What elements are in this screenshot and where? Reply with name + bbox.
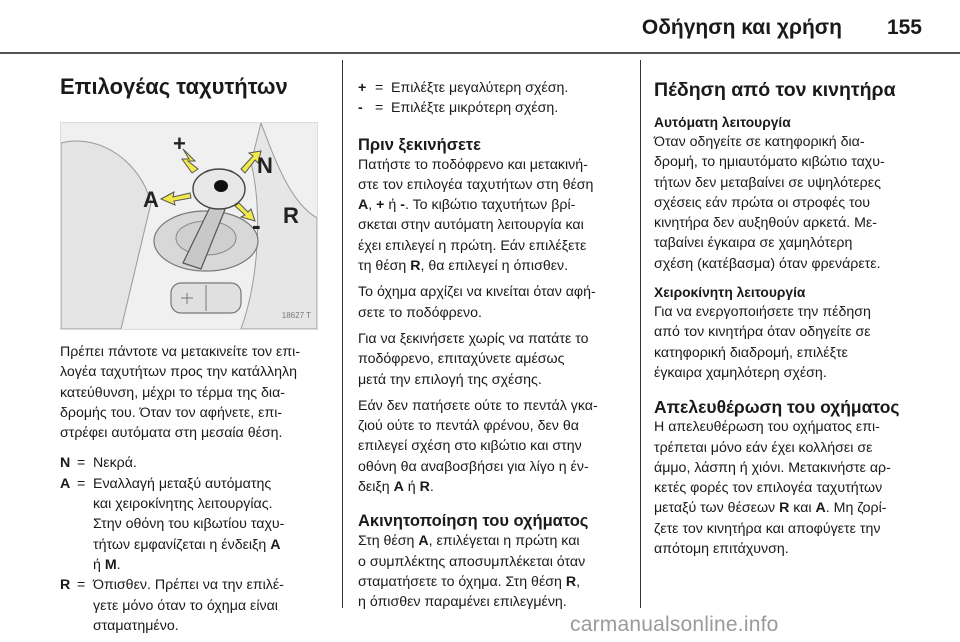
text-line: Για να ξεκινήσετε χωρίς να πατάτε το: [358, 330, 589, 347]
column-3: [654, 78, 922, 559]
label-r: R: [283, 203, 299, 228]
text-line: τήτων εμφανίζεται η ένδειξη A: [93, 536, 281, 553]
definition-r: [60, 575, 326, 636]
text-line: μεταξύ των θέσεων R και A. Μη ζορί-: [654, 500, 887, 517]
definition-equals: =: [375, 100, 384, 117]
text-line: ή M.: [93, 556, 121, 573]
header-rule: [0, 52, 960, 54]
column-divider: [640, 60, 641, 608]
position-definitions: [60, 453, 326, 636]
text-line: τρέπεται μόνο εάν έχει κολλήσει σε: [654, 439, 873, 456]
text-line: Στην οθόνη του κιβωτίου ταχυ-: [93, 516, 285, 533]
definition-key: +: [358, 80, 367, 96]
definition-text: Επιλέξτε μικρότερη σχέση.: [391, 100, 559, 117]
text-line: δρομής του. Όταν τον αφήνετε, επι-: [60, 404, 283, 421]
definition-key: -: [358, 100, 363, 117]
text-line: Εάν δεν πατήσετε ούτε το πεντάλ γκα-: [358, 397, 598, 414]
subheading-stopping: Ακινητοποίηση του οχήματος: [358, 512, 589, 531]
text-line: τη θέση R, θα επιλεγεί η όπισθεν.: [358, 258, 569, 275]
text-line: από τον κινητήρα όταν οδηγείτε σε: [654, 324, 871, 341]
text-line: σχέση (κατέβασμα) όταν φρενάρετε.: [654, 255, 881, 272]
definition-plus: [358, 78, 626, 98]
text-line: Πρέπει πάντοτε να μετακινείτε τον επι-: [60, 344, 301, 360]
text-line: ο συμπλέκτης αποσυμπλέκεται όταν: [358, 553, 586, 570]
text-line: δρομή, το ημιαυτόματο κιβώτιο ταχυ-: [654, 154, 885, 171]
manual-paragraph: [654, 302, 922, 383]
definition-key: N: [60, 455, 71, 472]
before-start-paragraph-1: [358, 155, 626, 277]
definition-key: A: [60, 475, 71, 492]
text-line: A, + ή -. Το κιβώτιο ταχυτήτων βρί-: [358, 197, 576, 214]
automatic-paragraph: [654, 132, 922, 274]
label-a: A: [143, 187, 159, 212]
section-heading-engine-braking: Πέδηση από τον κινητήρα: [654, 79, 896, 101]
subheading-rocking: Απελευθέρωση του οχήματος: [654, 397, 900, 418]
section-heading: Επιλογέας ταχυτήτων: [60, 74, 288, 99]
text-line: Στη θέση A, επιλέγεται η πρώτη και: [358, 533, 580, 550]
text-line: στρέφει αυτόματα στη μεσαία θέση.: [60, 425, 283, 442]
definition-minus: [358, 98, 626, 118]
text-line: η όπισθεν παραμένει επιλεγμένη.: [358, 594, 567, 611]
definition-equals: =: [77, 577, 86, 594]
column-divider: [342, 60, 343, 608]
definition-equals: =: [375, 80, 384, 96]
text-line: έχει επιλεγεί η πρώτη. Εάν επιλέξετε: [358, 237, 587, 254]
text-line: Η απελευθέρωση του οχήματος επι-: [654, 419, 880, 436]
text-line: Πατήστε το ποδόφρενο και μετακινή-: [358, 156, 588, 173]
column-1: [60, 60, 326, 636]
rocking-paragraph: [654, 417, 922, 559]
text-line: στε τον επιλογέα ταχυτήτων στη θέση: [358, 176, 594, 193]
text-line: σκεται στην αυτόματη λειτουργία και: [358, 217, 584, 234]
text-line: Όπισθεν. Πρέπει να την επιλέ-: [93, 577, 284, 594]
text-line: σταματήσετε το όχημα. Στη θέση R,: [358, 573, 581, 590]
text-line: σχέσεις εάν πρώτα οι στροφές του: [654, 194, 871, 211]
before-start-paragraph-2: [358, 282, 626, 323]
page-number: 155: [886, 16, 922, 39]
label-minus: -: [252, 210, 261, 240]
section-title: Οδήγηση και χρήση: [641, 16, 842, 39]
definition-text: Επιλέξτε μεγαλύτερη σχέση.: [391, 80, 569, 96]
text-line: απότομη επιτάχυνση.: [654, 541, 789, 558]
label-n: N: [257, 153, 273, 178]
intro-paragraph: [60, 342, 326, 443]
figure-code: 18627 T: [281, 310, 311, 320]
text-line: Νεκρά.: [93, 455, 137, 472]
before-start-paragraph-3: [358, 329, 626, 390]
stopping-paragraph: [358, 531, 626, 612]
text-line: κατηφορική διαδρομή, επιλέξτε: [654, 344, 848, 361]
text-line: κινητήρα δεν αυξηθούν αρκετά. Με-: [654, 215, 878, 232]
text-line: Το όχημα αρχίζει να κινείται όταν αφή-: [358, 284, 596, 301]
text-line: άμμο, λάσπη ή χιόνι. Μετακινήστε αρ-: [654, 459, 891, 476]
gear-lever-illustration: [61, 123, 317, 329]
text-line: γετε μόνο όταν το όχημα είναι: [93, 597, 278, 614]
text-line: Για να ενεργοποιήσετε την πέδηση: [654, 304, 871, 321]
text-line: τήτων δεν μεταβαίνει σε υψηλότερες: [654, 174, 881, 191]
text-line: έγκαιρα χαμηλότερη σχέση.: [654, 364, 827, 381]
text-line: ζετε τον κινητήρα και αποφύγετε την: [654, 520, 881, 537]
text-line: δειξη A ή R.: [358, 479, 434, 496]
text-line: σταματημένο.: [93, 617, 179, 634]
subheading-before-start: Πριν ξεκινήσετε: [358, 135, 482, 154]
text-line: ζιού ούτε το πεντάλ φρένου, δεν θα: [358, 418, 579, 435]
text-line: κετές φορές τον επιλογέα ταχυτήτων: [654, 480, 883, 497]
definition-equals: =: [77, 455, 86, 472]
definition-key: R: [60, 577, 71, 594]
definition-text: [93, 575, 326, 636]
text-line: επιλεγεί σχέση στο κιβώτιο και στην: [358, 438, 582, 455]
text-line: και χειροκίνητης λειτουργίας.: [93, 496, 273, 513]
text-line: Όταν οδηγείτε σε κατηφορική δια-: [654, 134, 865, 150]
watermark: carmanualsonline.info: [570, 613, 779, 636]
text-line: ποδόφρενο, επιταχύνετε αμέσως: [358, 351, 565, 368]
text-line: σετε το ποδόφρενο.: [358, 304, 482, 321]
before-start-paragraph-4: [358, 396, 626, 497]
column-2: [358, 78, 626, 613]
text-line: μετά την επιλογή της σχέσης.: [358, 371, 542, 388]
text-line: λογέα ταχυτήτων προς την κατάλληλη: [60, 364, 298, 381]
definition-text: [93, 453, 326, 473]
subheading-automatic: Αυτόματη λειτουργία: [654, 115, 791, 130]
label-plus: +: [173, 131, 186, 156]
definition-n: [60, 453, 326, 473]
text-line: κατεύθυνση, μέχρι το τέρμα της δια-: [60, 384, 285, 401]
definition-equals: =: [77, 475, 86, 492]
gear-selector-figure: [60, 122, 318, 330]
text-line: οθόνη θα αναβοσβήσει για λίγο η έν-: [358, 458, 589, 475]
definition-a: [60, 474, 326, 575]
subheading-manual: Χειροκίνητη λειτουργία: [654, 285, 806, 301]
definition-text: [93, 474, 326, 575]
page-header: [0, 0, 960, 52]
text-line: ταβαίνει έγκαιρα σε χαμηλότερη: [654, 235, 853, 252]
text-line: Εναλλαγή μεταξύ αυτόματης: [93, 475, 272, 492]
